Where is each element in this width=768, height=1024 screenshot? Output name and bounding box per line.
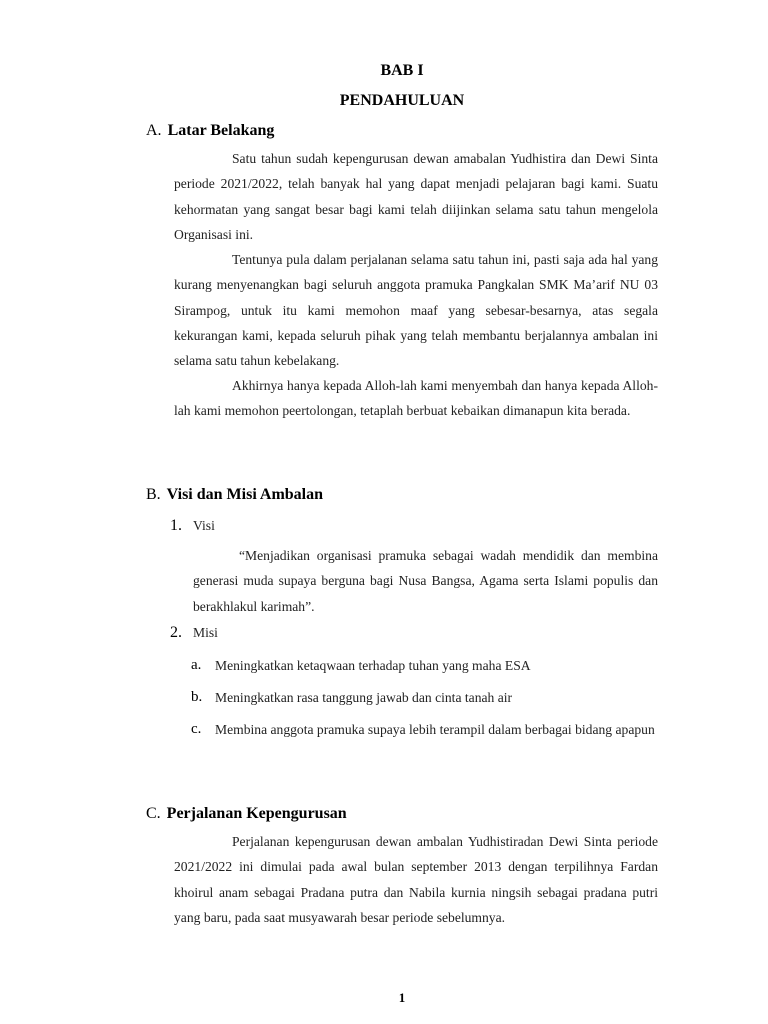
section-a-letter: A. [146, 122, 162, 139]
chapter-title: PENDAHULUAN [339, 92, 465, 109]
misi-item-a-letter: a. [191, 657, 202, 673]
visi-item [170, 517, 215, 535]
misi-item-b-text: Meningkatkan rasa tanggung jawab dan cinta tanah air [215, 690, 513, 705]
section-b-letter: B. [146, 486, 161, 503]
visi-label: Visi [193, 518, 215, 533]
section-a-paragraph-1: Satu tahun sudah kepengurusan dewan amabalan Yudhistira dan Dewi Sinta periode 2021/2022, telah banyak hal yang dapat menjadi pelajaran bagi kami. Suatu kehormatan yang sangat besar bagi kami telah diijinkan selama satu tahun mengelola Organisasi ini. [174, 151, 658, 242]
section-c-title: Perjalanan Kepengurusan [166, 805, 347, 822]
visi-text: “Menjadikan organisasi pramuka sebagai wadah mendidik dan membina generasi muda supaya berguna bagi Nusa Bangsa, Agama serta Islami populis dan berakhlakul karimah”. [193, 548, 658, 614]
section-b-heading [146, 486, 323, 504]
misi-list-item-a [191, 652, 658, 679]
section-c-letter: C. [146, 805, 161, 822]
section-a-title: Latar Belakang [167, 122, 275, 139]
misi-item-a-text: Meningkatkan ketaqwaan terhadap tuhan yang maha ESA [215, 658, 531, 673]
misi-list-item-b [191, 684, 658, 711]
page-number: 1 [398, 990, 406, 1005]
section-a-paragraph-3: Akhirnya hanya kepada Alloh-lah kami menyembah dan hanya kepada Alloh-lah kami memohon peertolongan, tetaplah berbuat kebaikan dimanapun kita berada. [174, 378, 658, 419]
visi-number: 1. [170, 517, 182, 534]
section-a-paragraph-2: Tentunya pula dalam perjalanan selama satu tahun ini, pasti saja ada hal yang kurang menyenangkan bagi seluruh anggota pramuka Pangkalan SMK Ma’arif NU 03 Sirampog, untuk itu kami memohon maaf yang sebesar-besarnya, atas segala kekurangan kami, kepada seluruh pihak yang telah membantu berjalannya ambalan ini selama satu tahun kebelakang. [174, 252, 658, 369]
misi-label: Misi [193, 625, 218, 640]
section-c-paragraph-1: Perjalanan kepengurusan dewan ambalan Yudhistiradan Dewi Sinta periode 2021/2022 ini dimulai pada awal bulan september 2013 dengan terpilihnya Fardan khoirul anam sebagai Pradana putra dan Nabila kurnia ningsih sebagai pradana putri yang baru, pada saat musyawarah besar periode sebelumnya. [174, 834, 658, 925]
misi-item-c-letter: c. [191, 721, 202, 737]
section-a-heading [146, 122, 274, 140]
section-c-heading [146, 805, 347, 823]
misi-item [170, 624, 218, 642]
section-b-title: Visi dan Misi Ambalan [166, 486, 324, 503]
chapter-label: BAB I [380, 62, 424, 79]
misi-item-b-letter: b. [191, 689, 203, 705]
misi-list-item-c [191, 716, 658, 743]
misi-number: 2. [170, 624, 182, 641]
misi-item-c-text: Membina anggota pramuka supaya lebih terampil dalam berbagai bidang apapun [215, 722, 655, 737]
